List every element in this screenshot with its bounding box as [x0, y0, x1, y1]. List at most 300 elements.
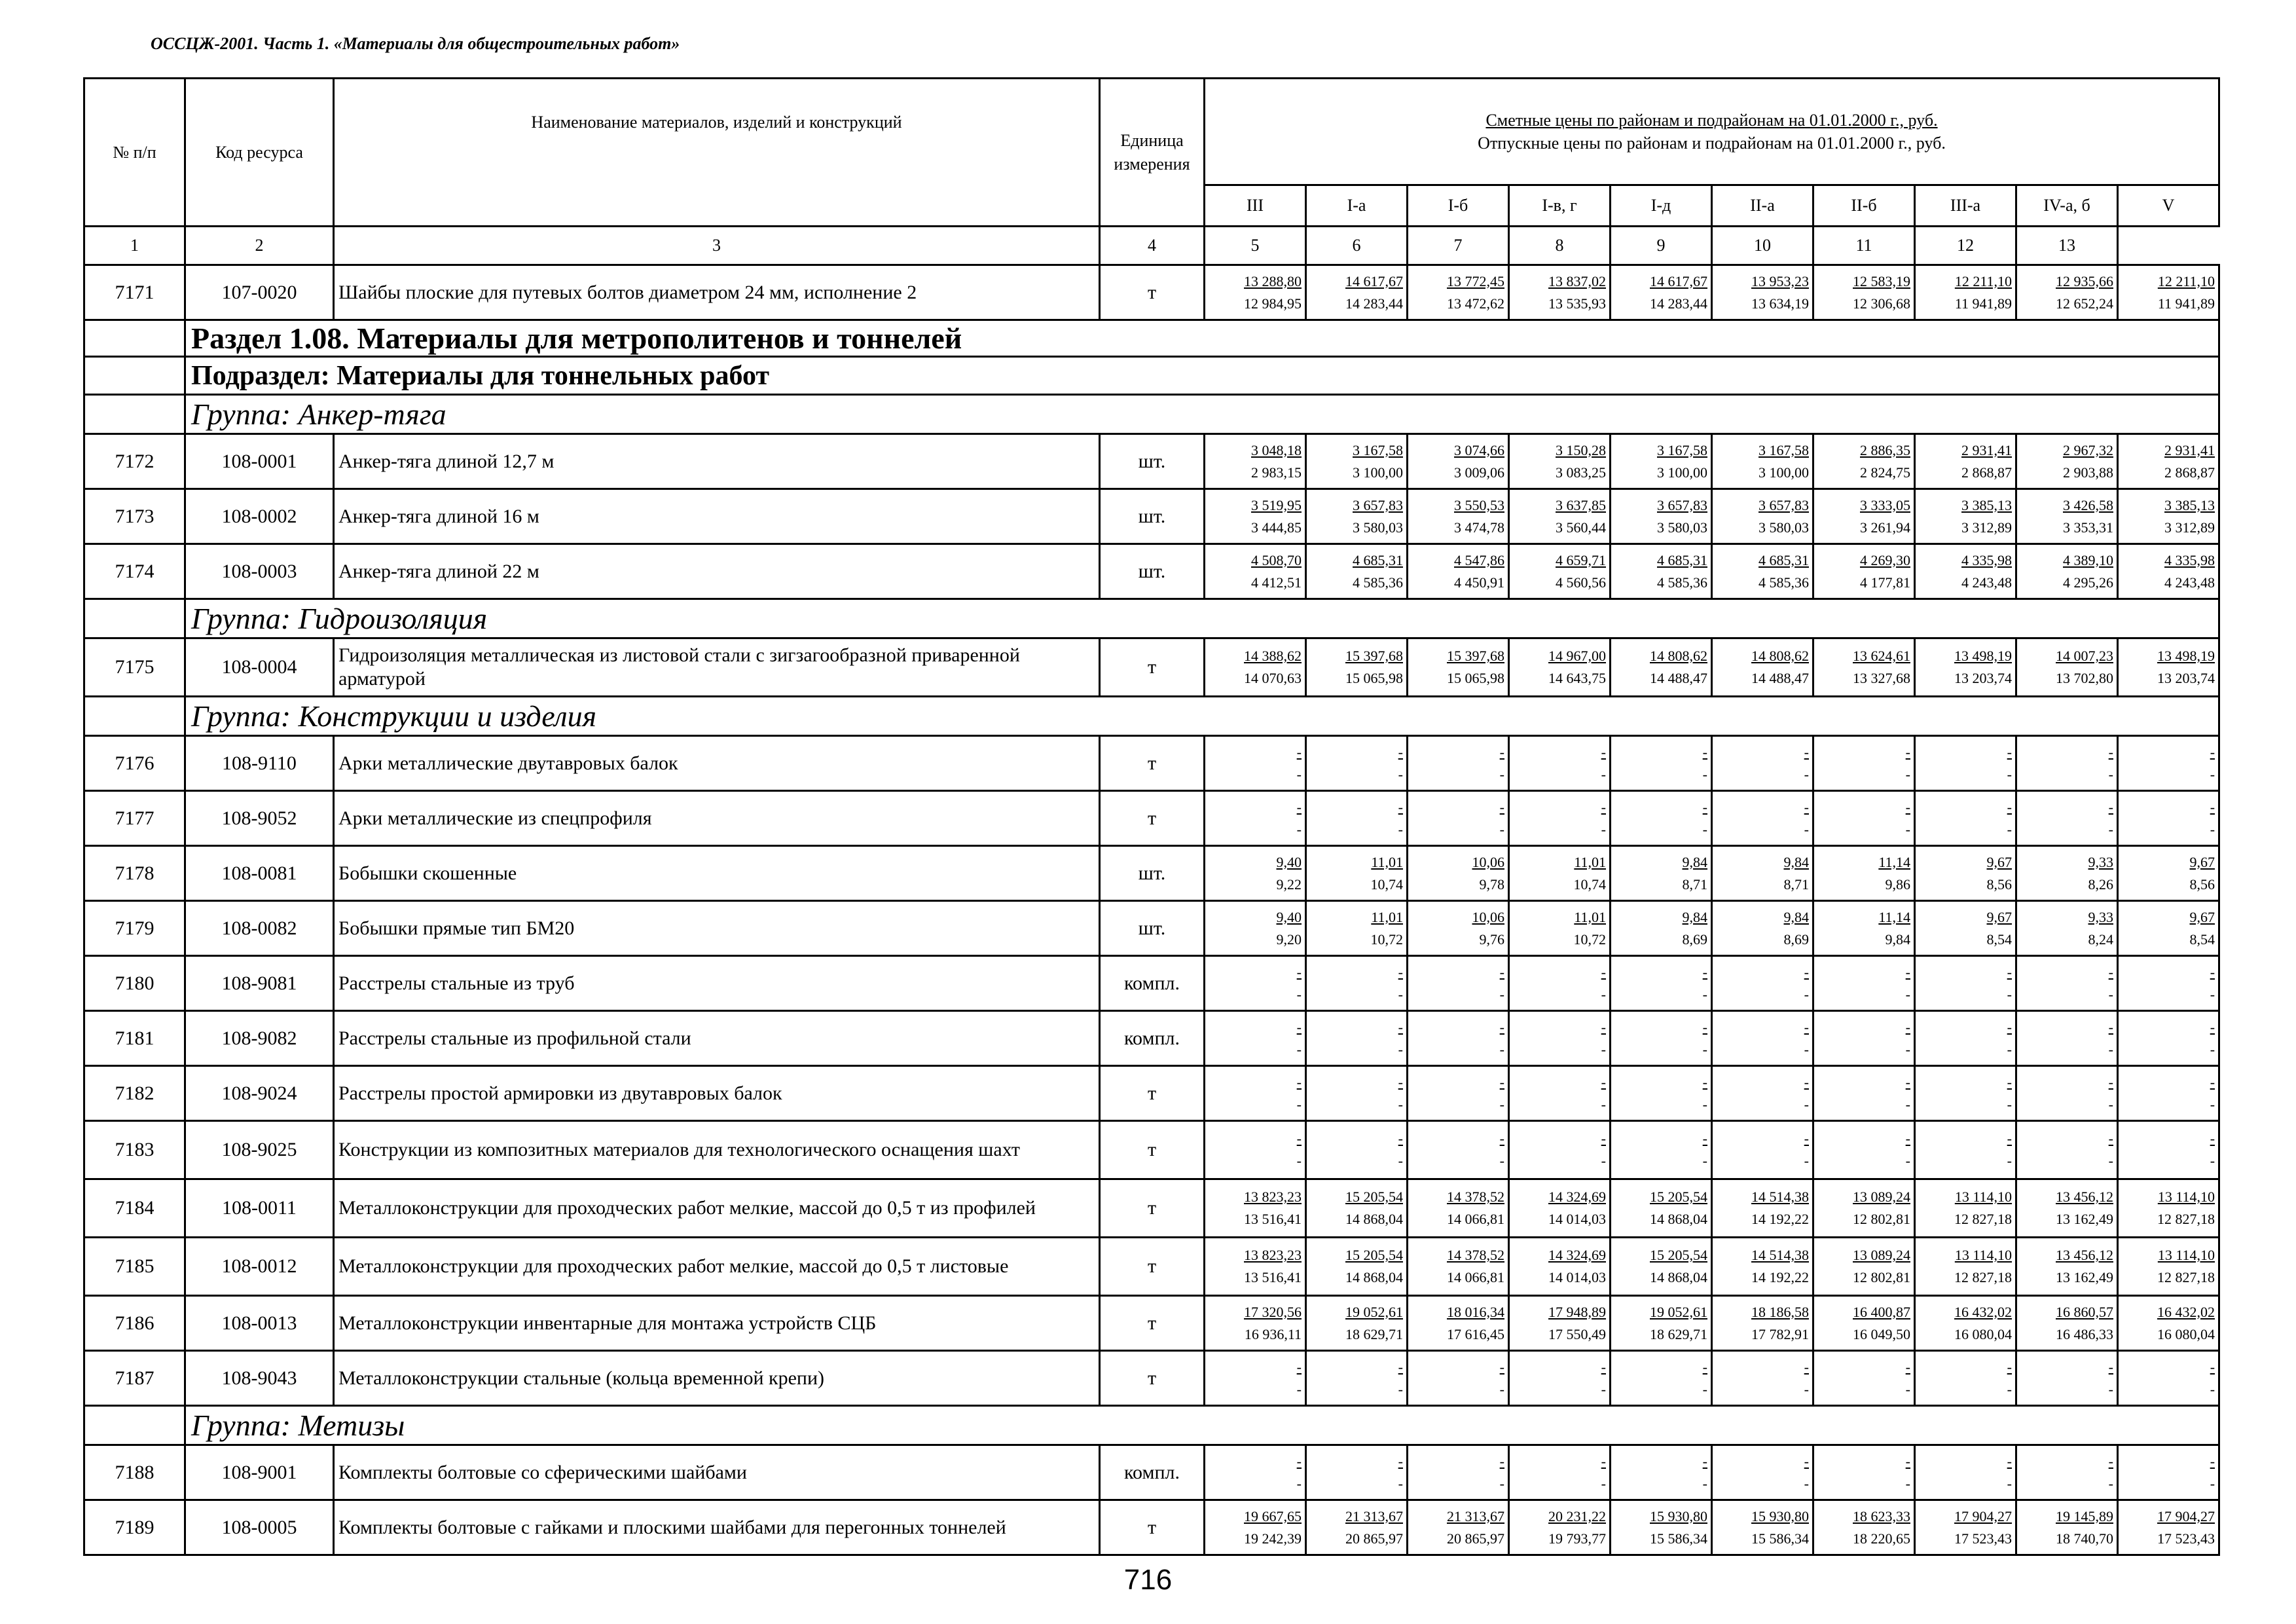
estimate-price: 4 508,70	[1251, 551, 1302, 568]
price-cell	[1306, 1121, 1408, 1179]
estimate-price: -	[2007, 1018, 2012, 1035]
table-row	[84, 791, 2219, 846]
region-header: I-д	[1611, 185, 1712, 227]
release-price: 14 014,03	[1548, 1269, 1606, 1285]
price-cell	[1205, 1445, 1306, 1500]
price-cell	[1915, 638, 2016, 697]
price-cell	[1509, 489, 1611, 544]
price-cell	[1205, 638, 1306, 697]
column-number: 4	[1100, 227, 1205, 265]
release-price: 12 652,24	[2056, 295, 2113, 312]
price-cell	[2118, 1351, 2219, 1406]
release-price: 14 868,04	[1345, 1211, 1403, 1227]
price-cell	[1611, 901, 1712, 956]
estimate-price: -	[1296, 1018, 1302, 1035]
release-price: 8,24	[2088, 931, 2113, 948]
estimate-price: 17 904,27	[2157, 1507, 2215, 1524]
table-row	[84, 1296, 2219, 1351]
estimate-price: -	[1398, 1452, 1403, 1469]
price-cell	[2016, 1500, 2118, 1555]
price-cell	[2016, 901, 2118, 956]
estimate-price: 16 432,02	[2157, 1303, 2215, 1320]
release-price: 8,71	[1682, 876, 1707, 893]
release-price: -	[2108, 986, 2113, 1003]
release-price: 8,56	[2189, 876, 2215, 893]
release-price: 3 444,85	[1251, 519, 1302, 536]
price-cell	[1712, 265, 1813, 320]
subsection-heading-row	[84, 357, 2219, 395]
release-price: -	[1499, 766, 1504, 783]
release-price: -	[2108, 1475, 2113, 1492]
resource-code: 108-9052	[185, 791, 334, 846]
price-cell	[1611, 791, 1712, 846]
subsection-title: Подраздел: Материалы для тоннельных работ	[185, 357, 2219, 395]
blank-cell	[84, 697, 185, 736]
estimate-price: 12 935,66	[2056, 272, 2113, 289]
release-price: 16 080,04	[2157, 1325, 2215, 1342]
estimate-price: 14 967,00	[1548, 648, 1606, 664]
material-name: Арки металлические из спецпрофиля	[334, 791, 1100, 846]
release-price: -	[1398, 821, 1403, 838]
estimate-price: 14 617,67	[1650, 272, 1707, 289]
release-price: -	[1702, 1380, 1707, 1397]
price-cell	[1205, 1011, 1306, 1066]
estimate-price: 3 167,58	[1758, 441, 1809, 458]
row-number: 7175	[84, 638, 185, 697]
release-price: 8,69	[1682, 931, 1707, 948]
estimate-price: -	[1499, 1358, 1504, 1375]
column-number: 11	[1813, 227, 1915, 265]
price-cell	[2118, 901, 2219, 956]
resource-code: 108-9110	[185, 736, 334, 791]
price-cell	[1306, 1066, 1408, 1121]
region-header: V	[2118, 185, 2219, 227]
table-row	[84, 1445, 2219, 1500]
estimate-price: 12 211,10	[2157, 272, 2215, 289]
price-cell	[1408, 901, 1509, 956]
price-cell	[1509, 736, 1611, 791]
resource-code: 108-0082	[185, 901, 334, 956]
estimate-price: -	[1702, 798, 1707, 815]
estimate-price: -	[1296, 798, 1302, 815]
group-heading-row	[84, 697, 2219, 736]
release-price: -	[1296, 1380, 1302, 1397]
price-cell	[1915, 1296, 2016, 1351]
price-cell	[1813, 901, 1915, 956]
resource-code: 108-9081	[185, 956, 334, 1011]
price-cell	[1712, 1011, 1813, 1066]
price-cell	[1408, 544, 1509, 599]
release-price: -	[1905, 1153, 1910, 1169]
table-row	[84, 736, 2219, 791]
price-cell	[1712, 791, 1813, 846]
release-price: 14 643,75	[1548, 670, 1606, 686]
price-cell	[1306, 434, 1408, 489]
release-price: 4 177,81	[1860, 574, 1910, 591]
release-price: -	[2108, 766, 2113, 783]
release-price: 17 782,91	[1751, 1325, 1809, 1342]
material-name: Анкер-тяга длиной 22 м	[334, 544, 1100, 599]
release-price: -	[1702, 1475, 1707, 1492]
material-name: Расстрелы простой армировки из двутавровых балок	[334, 1066, 1100, 1121]
price-cell	[1205, 791, 1306, 846]
price-cell	[1611, 846, 1712, 901]
blank-cell	[84, 395, 185, 434]
release-price: 13 535,93	[1548, 295, 1606, 312]
estimate-price: -	[1499, 963, 1504, 980]
release-price: -	[1398, 1096, 1403, 1113]
release-price: -	[1601, 1380, 1606, 1397]
price-cell	[2016, 1238, 2118, 1296]
release-price: 12 306,68	[1853, 295, 1910, 312]
estimate-price: -	[1804, 1073, 1809, 1090]
estimate-price: -	[2007, 963, 2012, 980]
release-price: 15 586,34	[1751, 1530, 1809, 1547]
price-cell	[1306, 265, 1408, 320]
estimate-price: -	[2108, 798, 2113, 815]
col-header-unit: Единица измерения	[1100, 79, 1205, 227]
price-cell	[1408, 846, 1509, 901]
price-cell	[1306, 1011, 1408, 1066]
release-price: -	[1499, 1096, 1504, 1113]
price-cell	[1306, 1238, 1408, 1296]
release-price: -	[1804, 766, 1809, 783]
release-price: -	[2108, 1096, 2113, 1113]
release-price: -	[1702, 1096, 1707, 1113]
release-price: 3 100,00	[1657, 464, 1707, 481]
release-price: 18 629,71	[1650, 1325, 1707, 1342]
estimate-price: -	[1601, 963, 1606, 980]
release-price: 4 450,91	[1454, 574, 1504, 591]
price-cell	[1712, 901, 1813, 956]
estimate-price: 14 388,62	[1244, 648, 1302, 664]
price-cell	[2016, 791, 2118, 846]
release-price: 8,54	[1986, 931, 2012, 948]
estimate-price: 15 205,54	[1345, 1189, 1403, 1205]
estimate-price: 18 186,58	[1751, 1303, 1809, 1320]
release-price: 2 983,15	[1251, 464, 1302, 481]
release-price: 4 243,48	[2164, 574, 2215, 591]
release-price: -	[1499, 1041, 1504, 1058]
estimate-price: -	[1398, 963, 1403, 980]
release-price: -	[2210, 1096, 2215, 1113]
estimate-price: -	[2108, 1018, 2113, 1035]
price-cell	[1205, 1500, 1306, 1555]
unit-of-measure: т	[1100, 736, 1205, 791]
release-price: 4 295,26	[2063, 574, 2113, 591]
material-name: Арки металлические двутавровых балок	[334, 736, 1100, 791]
price-cell	[1915, 1351, 2016, 1406]
release-price: 8,56	[1986, 876, 2012, 893]
estimate-price: 15 205,54	[1345, 1247, 1403, 1263]
estimate-price: 13 114,10	[2157, 1189, 2215, 1205]
price-cell	[1205, 434, 1306, 489]
material-name: Анкер-тяга длиной 16 м	[334, 489, 1100, 544]
release-price: -	[1499, 1380, 1504, 1397]
release-price: 14 070,63	[1244, 670, 1302, 686]
price-cell	[1509, 544, 1611, 599]
price-cell	[2016, 434, 2118, 489]
estimate-price: -	[1905, 1073, 1910, 1090]
release-price: 14 868,04	[1650, 1211, 1707, 1227]
price-cell	[1408, 489, 1509, 544]
release-price: 13 327,68	[1853, 670, 1910, 686]
row-number: 7185	[84, 1238, 185, 1296]
table-row	[84, 434, 2219, 489]
estimate-price: -	[1905, 798, 1910, 815]
estimate-price: 17 320,56	[1244, 1303, 1302, 1320]
release-price: 2 868,87	[1961, 464, 2012, 481]
estimate-price: 4 269,30	[1860, 551, 1910, 568]
estimate-price: -	[1296, 1130, 1302, 1147]
release-price: -	[2007, 986, 2012, 1003]
column-number: 7	[1408, 227, 1509, 265]
release-price: 18 740,70	[2056, 1530, 2113, 1547]
estimate-price: -	[2210, 798, 2215, 815]
estimate-price: -	[2007, 1073, 2012, 1090]
release-price: 20 865,97	[1345, 1530, 1403, 1547]
price-cell	[1306, 1296, 1408, 1351]
price-cell	[1509, 1296, 1611, 1351]
estimate-price: 9,84	[1783, 853, 1809, 870]
price-cell	[1813, 1296, 1915, 1351]
release-price: -	[1804, 1096, 1809, 1113]
row-number: 7188	[84, 1445, 185, 1500]
price-cell	[2118, 544, 2219, 599]
release-price: 15 586,34	[1650, 1530, 1707, 1547]
release-price: -	[2108, 821, 2113, 838]
price-cell	[1915, 956, 2016, 1011]
release-price: -	[2210, 1153, 2215, 1169]
estimate-price: 2 931,41	[2164, 441, 2215, 458]
price-cell	[1306, 1179, 1408, 1238]
release-price: -	[1601, 986, 1606, 1003]
estimate-price: -	[2210, 1358, 2215, 1375]
blank-cell	[84, 357, 185, 395]
price-cell	[1306, 956, 1408, 1011]
price-cell	[1611, 736, 1712, 791]
estimate-price: -	[2210, 1073, 2215, 1090]
estimate-price: 15 930,80	[1751, 1507, 1809, 1524]
estimate-price: -	[2108, 743, 2113, 760]
release-price: 9,84	[1885, 931, 1910, 948]
estimate-price: 13 456,12	[2056, 1247, 2113, 1263]
price-cell	[1813, 1445, 1915, 1500]
price-cell	[1712, 1179, 1813, 1238]
table-row	[84, 1121, 2219, 1179]
estimate-price: 4 335,98	[2164, 551, 2215, 568]
estimate-price: -	[2007, 798, 2012, 815]
price-cell	[2118, 956, 2219, 1011]
release-price: -	[2108, 1153, 2113, 1169]
price-cell	[2016, 265, 2118, 320]
table-row	[84, 1500, 2219, 1555]
release-price: 14 192,22	[1751, 1269, 1809, 1285]
release-price: -	[2210, 766, 2215, 783]
estimate-price: 13 498,19	[2157, 648, 2215, 664]
estimate-price: 16 400,87	[1853, 1303, 1910, 1320]
release-price: 12 984,95	[1244, 295, 1302, 312]
release-price: -	[1905, 821, 1910, 838]
row-number: 7177	[84, 791, 185, 846]
release-price: -	[2210, 1475, 2215, 1492]
estimate-price: 3 333,05	[1860, 496, 1910, 513]
estimate-price: -	[1905, 1130, 1910, 1147]
unit-of-measure: т	[1100, 1351, 1205, 1406]
price-cell	[1408, 1445, 1509, 1500]
release-price: 3 353,31	[2063, 519, 2113, 536]
price-cell	[1611, 638, 1712, 697]
price-cell	[1509, 1121, 1611, 1179]
release-price: 11 941,89	[2157, 295, 2215, 312]
release-price: 3 580,03	[1657, 519, 1707, 536]
estimate-price: 14 617,67	[1345, 272, 1403, 289]
price-cell	[1611, 1500, 1712, 1555]
prices-line-estimate: Сметные цены по районам и подрайонам на 01.01.2000 г., руб.	[1485, 110, 1938, 130]
group-heading-row	[84, 599, 2219, 638]
estimate-price: -	[1601, 798, 1606, 815]
price-cell	[1306, 791, 1408, 846]
price-cell	[2016, 544, 2118, 599]
group-heading-row	[84, 395, 2219, 434]
price-cell	[1611, 1238, 1712, 1296]
estimate-price: 3 637,85	[1556, 496, 1606, 513]
price-cell	[1306, 1351, 1408, 1406]
price-cell	[1611, 265, 1712, 320]
region-header: III	[1205, 185, 1306, 227]
group-heading-row	[84, 1406, 2219, 1445]
release-price: -	[1601, 821, 1606, 838]
resource-code: 108-0013	[185, 1296, 334, 1351]
price-cell	[1509, 1351, 1611, 1406]
release-price: -	[1398, 986, 1403, 1003]
estimate-price: 14 514,38	[1751, 1247, 1809, 1263]
unit-of-measure: т	[1100, 1296, 1205, 1351]
release-price: -	[1499, 821, 1504, 838]
material-name: Бобышки прямые тип БМ20	[334, 901, 1100, 956]
estimate-price: 15 205,54	[1650, 1247, 1707, 1263]
price-cell	[1915, 1011, 2016, 1066]
estimate-price: 3 048,18	[1251, 441, 1302, 458]
estimate-price: 13 114,10	[1954, 1247, 2012, 1263]
estimate-price: -	[1905, 1018, 1910, 1035]
row-number: 7179	[84, 901, 185, 956]
col-header-prices	[1205, 79, 2219, 185]
price-cell	[1915, 1179, 2016, 1238]
estimate-price: -	[1601, 1452, 1606, 1469]
release-price: 16 936,11	[1244, 1325, 1302, 1342]
price-cell	[2118, 1011, 2219, 1066]
estimate-price: 13 772,45	[1447, 272, 1504, 289]
release-price: -	[1702, 986, 1707, 1003]
estimate-price: 11,14	[1878, 908, 1910, 925]
estimate-price: 12 211,10	[1954, 272, 2012, 289]
estimate-price: 9,84	[1783, 908, 1809, 925]
price-cell	[1712, 846, 1813, 901]
table-row	[84, 489, 2219, 544]
price-cell	[1408, 791, 1509, 846]
material-name: Шайбы плоские для путевых болтов диаметром 24 мм, исполнение 2	[334, 265, 1100, 320]
document-header: ОССЦЖ-2001. Часть 1. «Материалы для общестроительных работ»	[151, 34, 680, 53]
release-price: -	[1804, 1041, 1809, 1058]
estimate-price: -	[1296, 743, 1302, 760]
estimate-price: 14 808,62	[1650, 648, 1707, 664]
release-price: 14 488,47	[1751, 670, 1809, 686]
release-price: -	[1296, 1475, 1302, 1492]
release-price: 13 203,74	[1954, 670, 2012, 686]
estimate-price: -	[2007, 1130, 2012, 1147]
region-header: II-а	[1712, 185, 1813, 227]
release-price: 8,26	[2088, 876, 2113, 893]
estimate-price: -	[1499, 798, 1504, 815]
material-name: Металлоконструкции для проходческих работ мелкие, массой до 0,5 т из профилей	[334, 1179, 1100, 1238]
release-price: 14 014,03	[1548, 1211, 1606, 1227]
price-cell	[1611, 1179, 1712, 1238]
price-cell	[1306, 489, 1408, 544]
row-number: 7176	[84, 736, 185, 791]
estimate-price: 11,01	[1574, 908, 1606, 925]
price-cell	[1509, 265, 1611, 320]
price-cell	[1611, 1066, 1712, 1121]
release-price: 4 585,36	[1758, 574, 1809, 591]
unit-of-measure: компл.	[1100, 1445, 1205, 1500]
price-cell	[1509, 1238, 1611, 1296]
release-price: 18 220,65	[1853, 1530, 1910, 1547]
unit-of-measure: т	[1100, 638, 1205, 697]
price-cell	[1509, 901, 1611, 956]
estimate-price: -	[2210, 1018, 2215, 1035]
price-cell	[1509, 1179, 1611, 1238]
unit-of-measure: компл.	[1100, 1011, 1205, 1066]
price-cell	[1712, 489, 1813, 544]
estimate-price: 13 953,23	[1751, 272, 1809, 289]
release-price: 17 550,49	[1548, 1325, 1606, 1342]
price-cell	[1509, 846, 1611, 901]
price-cell	[1306, 901, 1408, 956]
price-cell	[1813, 489, 1915, 544]
release-price: -	[1601, 1153, 1606, 1169]
release-price: -	[1296, 1096, 1302, 1113]
release-price: 14 283,44	[1650, 295, 1707, 312]
unit-of-measure: т	[1100, 791, 1205, 846]
estimate-price: -	[1499, 743, 1504, 760]
release-price: 3 312,89	[2164, 519, 2215, 536]
release-price: 9,86	[1885, 876, 1910, 893]
row-number: 7184	[84, 1179, 185, 1238]
price-cell	[1205, 846, 1306, 901]
price-cell	[1712, 1445, 1813, 1500]
release-price: -	[1499, 986, 1504, 1003]
resource-code: 108-9025	[185, 1121, 334, 1179]
release-price: 16 080,04	[1954, 1325, 2012, 1342]
price-cell	[1813, 1121, 1915, 1179]
estimate-price: -	[2210, 1452, 2215, 1469]
estimate-price: -	[1398, 1018, 1403, 1035]
region-header: I-б	[1408, 185, 1509, 227]
material-name: Комплекты болтовые со сферическими шайбами	[334, 1445, 1100, 1500]
estimate-price: 4 685,31	[1758, 551, 1809, 568]
estimate-price: -	[2108, 963, 2113, 980]
estimate-price: 3 167,58	[1657, 441, 1707, 458]
estimate-price: 13 114,10	[2157, 1247, 2215, 1263]
row-number: 7187	[84, 1351, 185, 1406]
release-price: 3 009,06	[1454, 464, 1504, 481]
price-cell	[1813, 544, 1915, 599]
release-price: 19 242,39	[1244, 1530, 1302, 1547]
price-cell	[1205, 544, 1306, 599]
release-price: 14 868,04	[1650, 1269, 1707, 1285]
estimate-price: -	[1702, 743, 1707, 760]
